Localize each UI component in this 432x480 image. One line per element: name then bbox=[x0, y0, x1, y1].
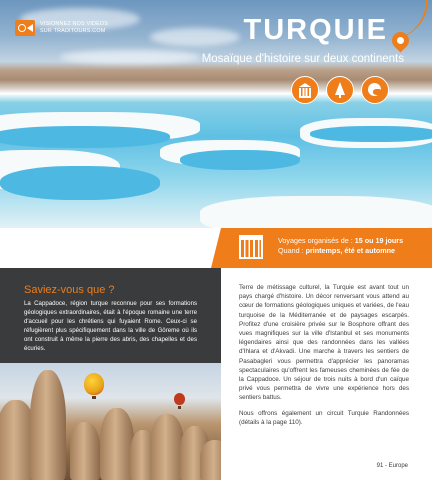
video-camera-icon bbox=[15, 20, 35, 36]
description-paragraph-2: Nous offrons également un circuit Turquie Randonnées (détails à la page 110). bbox=[239, 409, 409, 426]
calendar-icon bbox=[239, 235, 263, 259]
when-label: Quand : bbox=[278, 246, 304, 255]
travertine-terrace bbox=[200, 196, 432, 228]
did-you-know-body: La Cappadoce, région turque reconnue pour ses formations géologiques extraordinaires, était à l'époque romaine une terre d'accueil pour les chrétiens qui fuyaient Rome. Ceux-ci se réfugièrent plus spécifiquement dans la ville de Göreme où ils ont construit à même la pierre des abris, des chapelles et des écuries. bbox=[24, 300, 197, 353]
hot-air-balloon bbox=[84, 373, 104, 395]
organized-label: Voyages organisés de : bbox=[278, 236, 353, 245]
hot-air-balloon bbox=[174, 393, 185, 405]
cappadocia-photo bbox=[0, 363, 221, 480]
fairy-chimney bbox=[70, 422, 100, 480]
video-promo-line2: SUR TRADITOURS.COM bbox=[40, 28, 106, 34]
description-paragraph-1: Terre de métissage culturel, la Turquie est avant tout un pays chargé d'histoire. Un décor renversant vous attend au cœur de formations géologiques uniques et variées, de l'eau turquoise de la Méditerranée et de paysages escarpés. Profitez d'une croisière privée sur le Bosphore offrant des vues magnifiques sur la ville d'Istanbul et ses monuments légendaires ainsi que des randonnées dans les vallées d'Ihlara et d'Akvadi. Une marche à travers les sentiers de Pasabagleri vous permettra d'apprécier les panoramas spectaculaires qu'offrent les fameuses cheminées de fée de la Cappadoce. Un séjour de trois nuits à bord d'un caïque privé vous permettra de vivre une expérience hors des sentiers battus. bbox=[239, 284, 409, 402]
theme-icons bbox=[291, 76, 389, 104]
page-subtitle: Mosaïque d'histoire sur deux continents bbox=[201, 53, 404, 65]
page-footer: 91 - Europe bbox=[376, 463, 408, 469]
travertine-pool bbox=[310, 126, 432, 142]
video-promo-line1: VISIONNEZ NOS VIDÉOS bbox=[40, 21, 109, 27]
trip-info bbox=[278, 236, 403, 256]
did-you-know-title: Saviez-vous que ? bbox=[24, 284, 115, 296]
page-title: TURQUIE bbox=[243, 14, 388, 46]
travertine-pool bbox=[0, 126, 170, 148]
when-value: printemps, été et automne bbox=[305, 246, 396, 255]
fairy-chimney bbox=[100, 408, 134, 480]
tree-icon bbox=[326, 76, 354, 104]
travertine-pool bbox=[180, 150, 300, 170]
sun-icon bbox=[361, 76, 389, 104]
fairy-chimney bbox=[200, 440, 221, 480]
cloud bbox=[150, 28, 240, 46]
fairy-chimney bbox=[30, 370, 66, 480]
main-description bbox=[239, 283, 409, 433]
video-promo[interactable] bbox=[15, 20, 108, 36]
organized-value: 15 ou 19 jours bbox=[354, 236, 404, 245]
temple-icon bbox=[291, 76, 319, 104]
cloud bbox=[60, 50, 200, 64]
fairy-chimney bbox=[150, 414, 184, 480]
travertine-pool bbox=[0, 166, 160, 200]
